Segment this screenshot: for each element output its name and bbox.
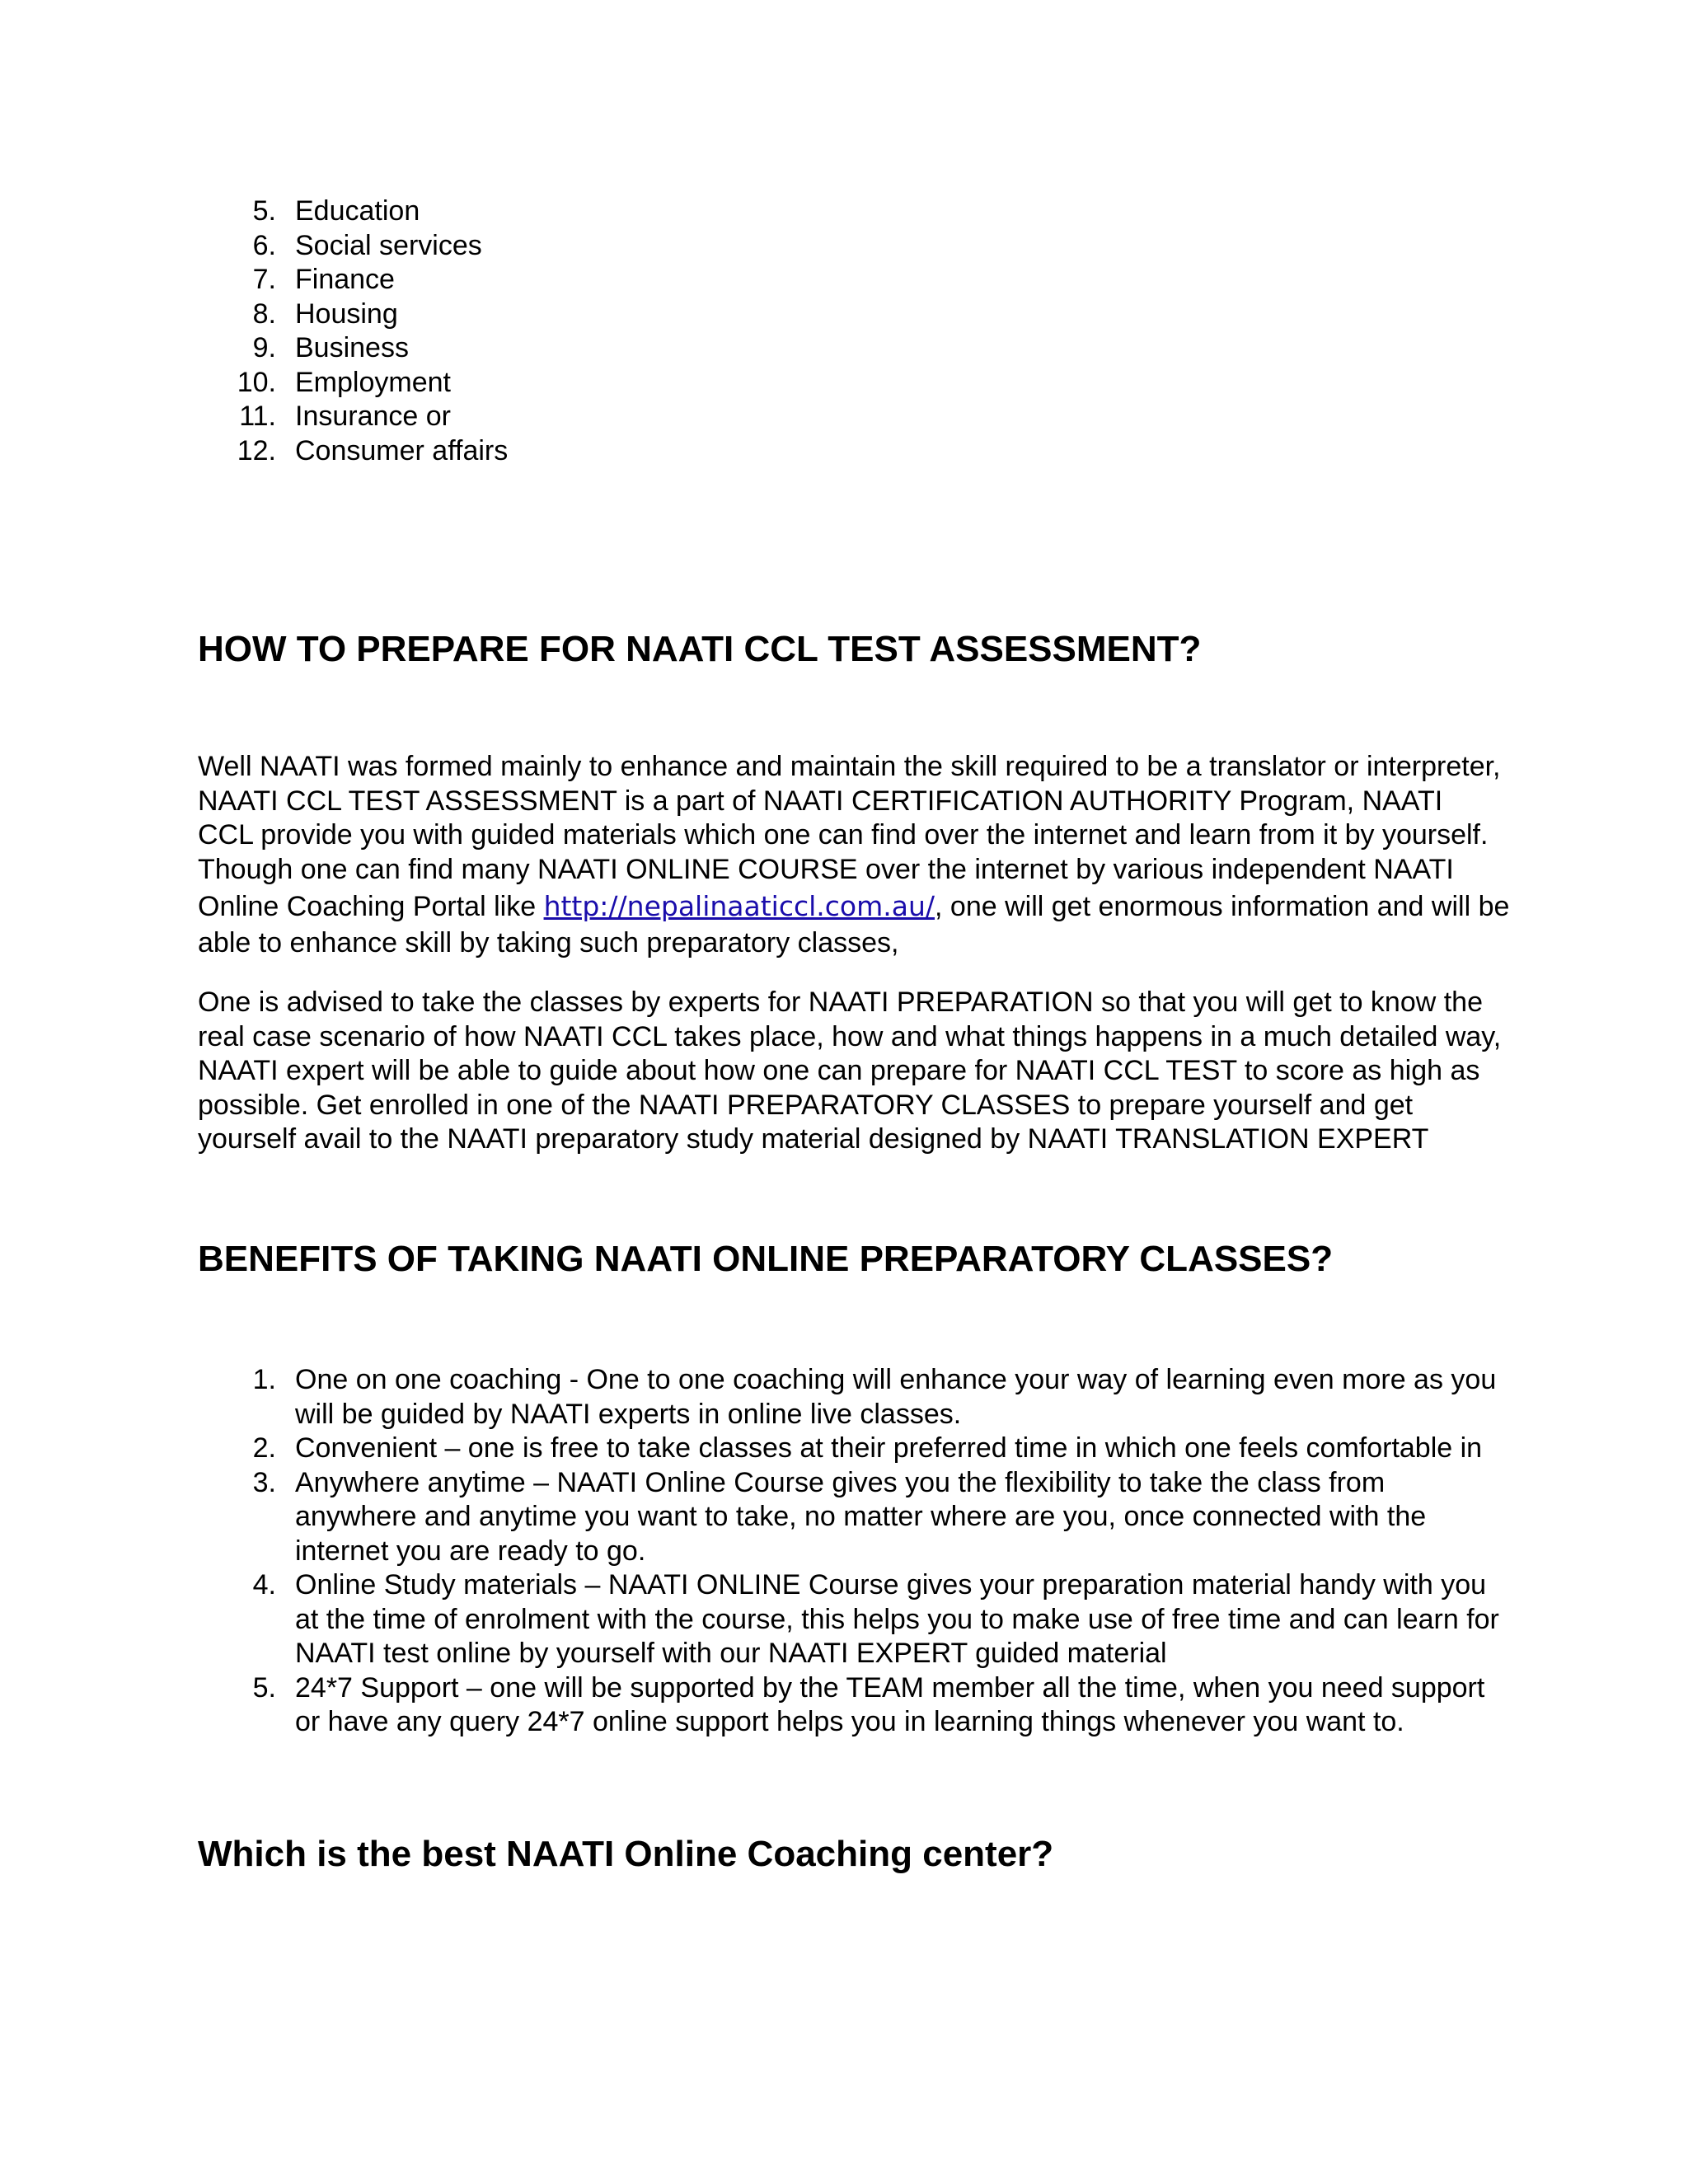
heading-how-to-prepare: HOW TO PREPARE FOR NAATI CCL TEST ASSESSMENT? — [198, 629, 1202, 669]
heading-best-coaching: Which is the best NAATI Online Coaching center? — [198, 1834, 1054, 1874]
list-item: 4. Online Study materials – NAATI ONLINE Course gives your preparation material handy with you at the time of enrolment with the course, this helps you to make use of free time and can learn for NAATI test online by yourself with our NAATI EXPERT guided material — [252, 1569, 1499, 1669]
paragraph-line: yourself avail to the NAATI preparatory study material designed by NAATI TRANSLATION EXPERT — [198, 1123, 1429, 1155]
list-item: 5. 24*7 Support – one will be supported by the TEAM member all the time, when you need support or have any query 24*7 online support helps you in learning things whenever you want to. — [252, 1671, 1485, 1737]
list-item: 5. Education — [252, 195, 420, 227]
heading-benefits: BENEFITS OF TAKING NAATI ONLINE PREPARATORY CLASSES? — [198, 1239, 1334, 1279]
list-item: 3. Anywhere anytime – NAATI Online Course gives you the flexibility to take the class from anywhere and anytime you want to take, no matter where are you, once connected with the internet you are ready to go. — [252, 1466, 1427, 1567]
paragraph-advice — [198, 986, 1500, 1157]
list-item: 9. Business — [252, 332, 409, 363]
list-item: 11. Insurance or — [239, 401, 451, 432]
paragraph-line: real case scenario of how NAATI CCL takes place, how and what things happens in a much detailed way, — [198, 1020, 1502, 1052]
paragraph-line: possible. Get enrolled in one of the NAATI PREPARATORY CLASSES to prepare yourself and get — [198, 1089, 1414, 1121]
paragraph-line: Though one can find many NAATI ONLINE COURSE over the internet by various independent NAATI — [198, 853, 1454, 885]
paragraph-line: One is advised to take the classes by experts for NAATI PREPARATION so that you will get to know the — [198, 987, 1484, 1018]
line-text: Online Coaching Portal like — [198, 891, 544, 922]
paragraph-line: NAATI CCL TEST ASSESSMENT is a part of NAATI CERTIFICATION AUTHORITY Program, NAATI — [198, 785, 1443, 817]
paragraph-naati-intro — [198, 750, 1510, 961]
list-item: 12. Consumer affairs — [237, 434, 509, 466]
list-item: 10. Employment — [237, 366, 451, 398]
paragraph-line: CCL provide you with guided materials which one can find over the internet and learn from it by yourself. — [198, 819, 1489, 851]
paragraph-line: NAATI expert will be able to guide about how one can prepare for NAATI CCL TEST to score as high as — [198, 1055, 1480, 1086]
list-item: 7. Finance — [252, 264, 395, 295]
paragraph-line: Well NAATI was formed mainly to enhance and maintain the skill required to be a translator or interpreter, — [198, 751, 1501, 782]
paragraph-line: able to enhance skill by taking such preparatory classes, — [198, 927, 899, 958]
list-item: 2. Convenient – one is free to take classes at their preferred time in which one feels comfortable in — [252, 1432, 1483, 1464]
benefits-list — [0, 1363, 1499, 1740]
topics-list — [0, 194, 1482, 468]
line-text: , one will get enormous information and will be — [935, 891, 1510, 922]
list-item: 8. Housing — [252, 298, 398, 330]
website-link[interactable]: http://nepalinaaticcl.com.au/ — [543, 890, 935, 922]
list-item: 6. Social services — [252, 229, 482, 261]
paragraph-line — [198, 887, 1510, 926]
list-item: 1. One on one coaching - One to one coaching will enhance your way of learning even more as you will be guided by NAATI experts in online live classes. — [252, 1364, 1497, 1430]
